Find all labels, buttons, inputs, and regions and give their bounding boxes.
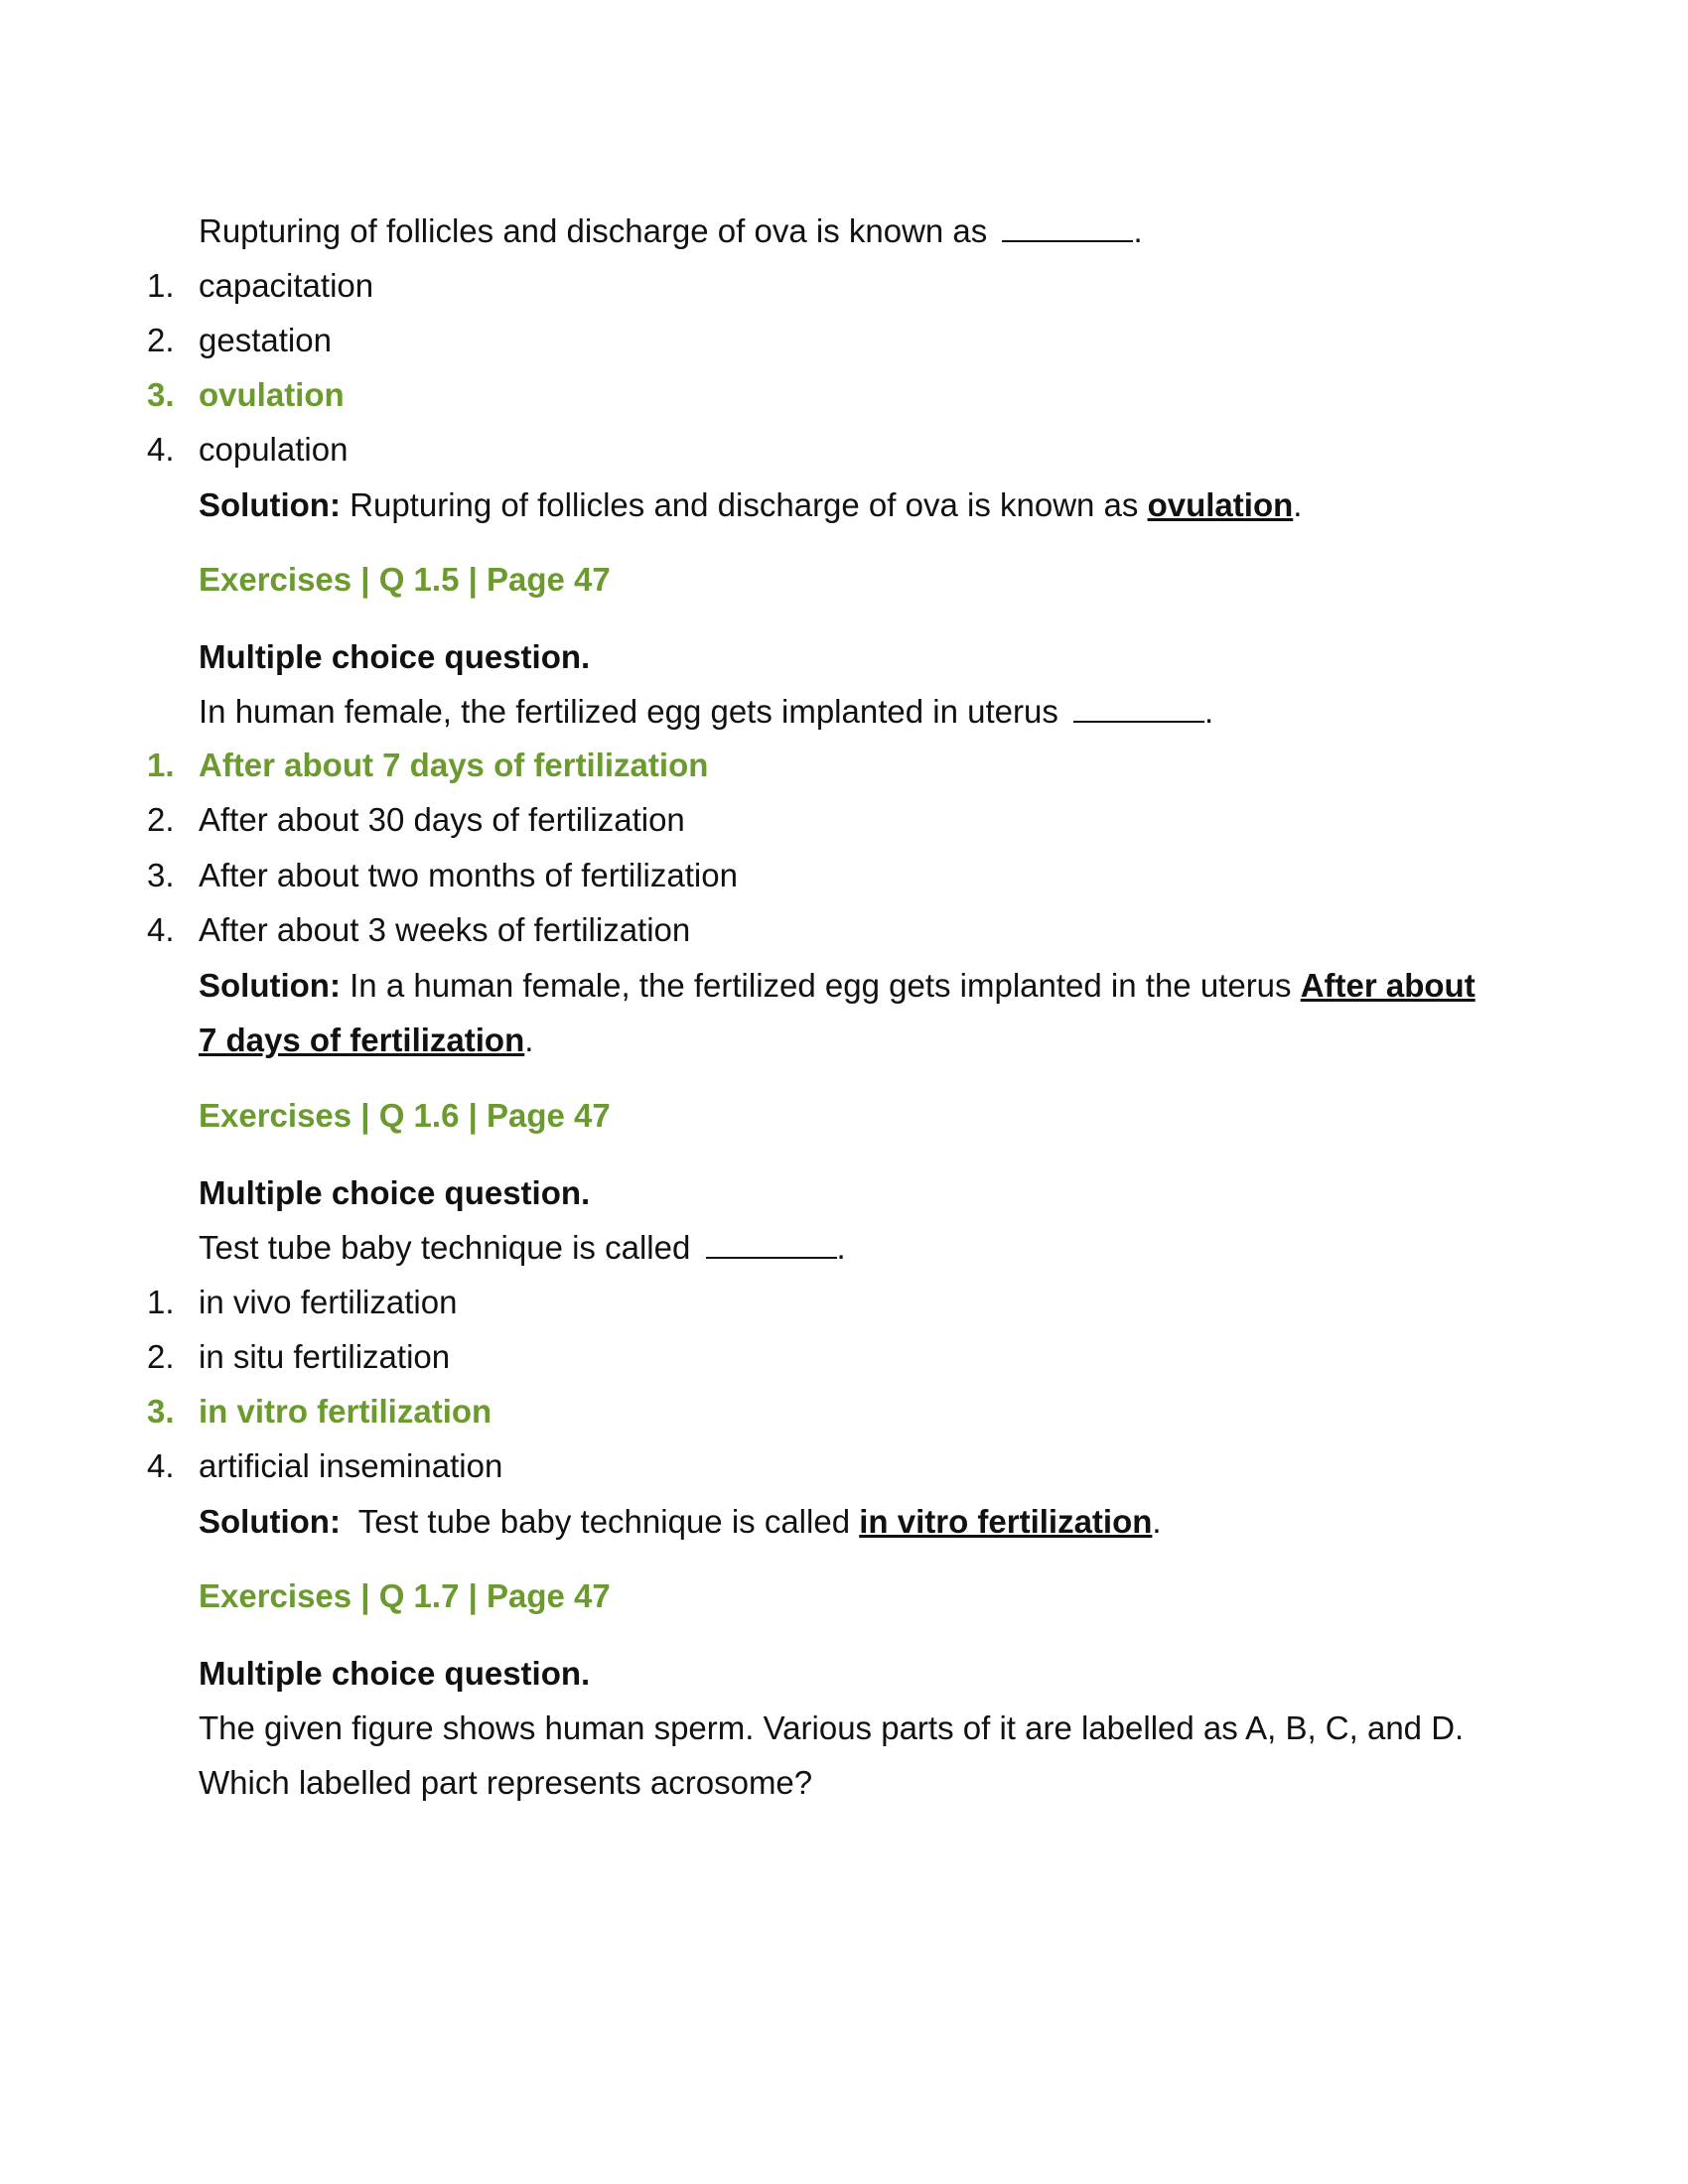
exercise-heading[interactable]: Exercises | Q 1.7 | Page 47	[199, 1577, 611, 1614]
question-stem: In human female, the fertilized egg gets implanted in uterus .	[199, 693, 1214, 730]
solution-answer: in vitro fertilization	[859, 1503, 1153, 1540]
question-stem-continued: Which labelled part represents acrosome?	[199, 1764, 813, 1801]
solution: Solution: Test tube baby technique is called in vitro fertilization.	[199, 1503, 1162, 1540]
option-1: 1. in vivo fertilization	[147, 1284, 458, 1320]
answer-blank	[706, 1231, 837, 1259]
solution-label: Solution:	[199, 486, 341, 523]
option-4: 4. After about 3 weeks of fertilization	[147, 911, 691, 948]
option-3-correct: 3. ovulation	[147, 376, 345, 413]
option-4: 4. copulation	[147, 431, 349, 468]
option-1-correct: 1. After about 7 days of fertilization	[147, 747, 709, 783]
exercise-heading[interactable]: Exercises | Q 1.6 | Page 47	[199, 1097, 611, 1134]
option-2: 2. gestation	[147, 322, 332, 358]
option-2: 2. in situ fertilization	[147, 1338, 451, 1375]
answer-blank	[1002, 214, 1133, 242]
option-1: 1. capacitation	[147, 267, 374, 304]
solution-label: Solution:	[199, 1503, 341, 1540]
answer-blank	[1073, 695, 1204, 723]
question-stem: Rupturing of follicles and discharge of ova is known as .	[199, 212, 1143, 249]
option-2: 2. After about 30 days of fertilization	[147, 801, 685, 838]
question-type: Multiple choice question.	[199, 638, 591, 675]
question-stem: The given figure shows human sperm. Various parts of it are labelled as A, B, C, and D.	[199, 1709, 1465, 1746]
solution: Solution: In a human female, the fertilized egg gets implanted in the uterus After about	[199, 967, 1476, 1004]
solution-label: Solution:	[199, 967, 341, 1004]
solution-answer: After about	[1300, 967, 1476, 1004]
solution-continued: 7 days of fertilization.	[199, 1022, 534, 1058]
question-stem: Test tube baby technique is called .	[199, 1229, 846, 1266]
option-3-correct: 3. in vitro fertilization	[147, 1393, 492, 1430]
solution-answer: ovulation	[1147, 486, 1294, 523]
question-type: Multiple choice question.	[199, 1655, 591, 1692]
option-4: 4. artificial insemination	[147, 1447, 503, 1484]
solution-answer: 7 days of fertilization	[199, 1022, 525, 1058]
option-3: 3. After about two months of fertilization	[147, 857, 738, 893]
solution: Solution: Rupturing of follicles and discharge of ova is known as ovulation.	[199, 486, 1303, 523]
question-type: Multiple choice question.	[199, 1174, 591, 1211]
exercise-heading[interactable]: Exercises | Q 1.5 | Page 47	[199, 561, 611, 598]
